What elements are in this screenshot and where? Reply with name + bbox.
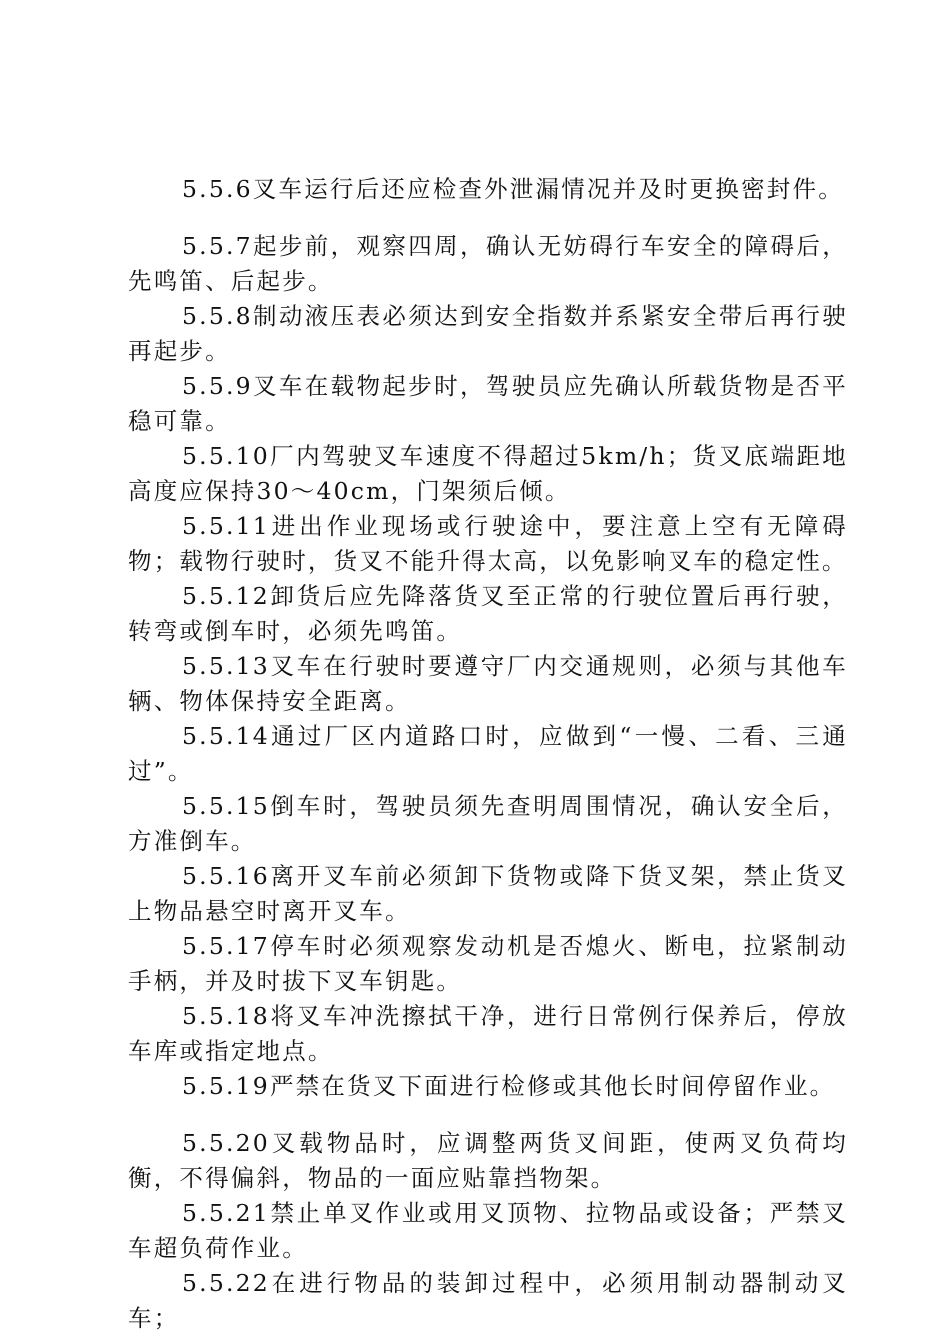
paragraph-5-5-8: 5.5.8制动液压表必须达到安全指数并系紧安全带后再行驶再起步。 [128,302,848,365]
paragraph-5-5-18: 5.5.18将叉车冲洗擦拭干净，进行日常例行保养后，停放车库或指定地点。 [128,1002,848,1065]
paragraph-5-5-6: 5.5.6叉车运行后还应检查外泄漏情况并及时更换密封件。 [182,175,844,203]
paragraph-5-5-9: 5.5.9叉车在载物起步时，驾驶员应先确认所载货物是否平稳可靠。 [128,372,848,435]
paragraph-5-5-10: 5.5.10厂内驾驶叉车速度不得超过5km/h；货叉底端距地高度应保持30～40cm，门架须后倾。 [128,442,848,505]
paragraph-5-5-14: 5.5.14通过厂区内道路口时，应做到“一慢、二看、三通过”。 [128,722,848,785]
paragraph-5-5-12: 5.5.12卸货后应先降落货叉至正常的行驶位置后再行驶，转弯或倒车时，必须先鸣笛。 [128,582,848,645]
paragraph-5-5-19: 5.5.19严禁在货叉下面进行检修或其他长时间停留作业。 [182,1072,836,1100]
paragraph-5-5-7: 5.5.7起步前，观察四周，确认无妨碍行车安全的障碍后，先鸣笛、后起步。 [128,232,848,295]
paragraph-5-5-21: 5.5.21禁止单叉作业或用叉顶物、拉物品或设备；严禁叉车超负荷作业。 [128,1199,848,1262]
document-page [128,172,848,1336]
paragraph-5-5-15: 5.5.15倒车时，驾驶员须先查明周围情况，确认安全后，方准倒车。 [128,792,848,855]
paragraph-5-5-11: 5.5.11进出作业现场或行驶途中，要注意上空有无障碍物；载物行驶时，货叉不能升得太高，以免影响叉车的稳定性。 [128,512,848,575]
paragraph-5-5-13: 5.5.13叉车在行驶时要遵守厂内交通规则，必须与其他车辆、物体保持安全距离。 [128,652,848,715]
paragraph-5-5-16: 5.5.16离开叉车前必须卸下货物或降下货叉架，禁止货叉上物品悬空时离开叉车。 [128,862,848,925]
paragraph-5-5-22: 5.5.22在进行物品的装卸过程中，必须用制动器制动叉车； [128,1269,848,1332]
paragraph-5-5-17: 5.5.17停车时必须观察发动机是否熄火、断电，拉紧制动手柄，并及时拔下叉车钥匙。 [128,932,848,995]
paragraph-5-5-20: 5.5.20叉载物品时，应调整两货叉间距，使两叉负荷均衡，不得偏斜，物品的一面应贴靠挡物架。 [128,1129,848,1192]
